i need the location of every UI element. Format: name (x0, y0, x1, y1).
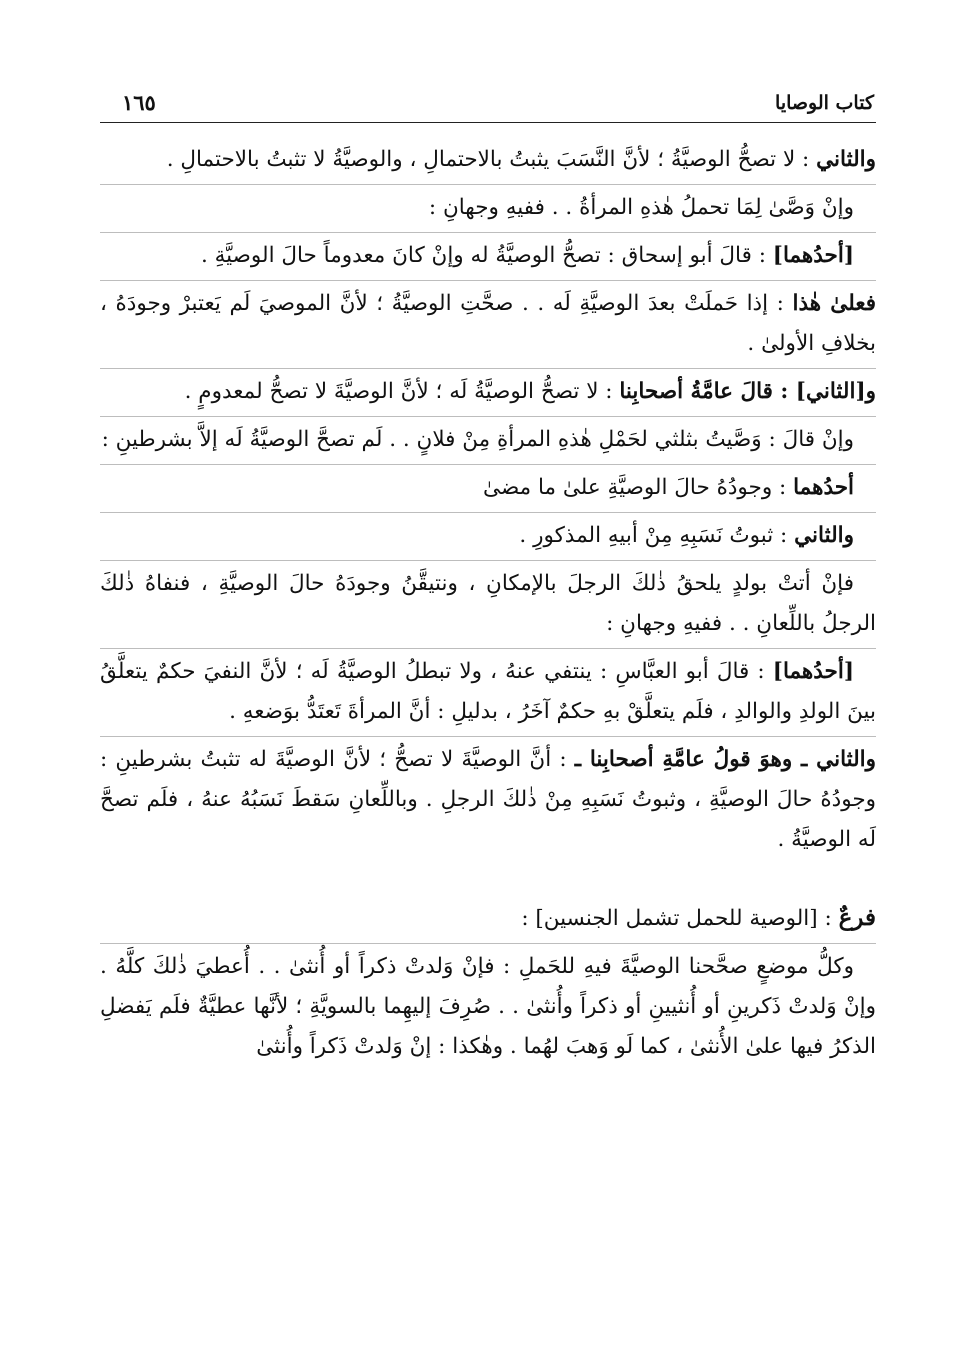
paragraph (100, 648, 876, 732)
page-body (100, 140, 876, 1071)
branch-heading (100, 898, 876, 939)
paragraph-lead: [أحدُهما] (772, 659, 854, 684)
paragraph-text: : لا تصحُّ الوصيَّةُ ؛ لأنَّ النَّسَبَ يثبتُ بالاحتمالِ ، والوصيَّةُ لا تثبتُ بالاحتمالِ . (166, 147, 817, 172)
paragraph-lead: والثاني (816, 147, 876, 172)
paragraph-text: : وجودُهُ حالَ الوصيَّةِ علىٰ ما مضىٰ (483, 475, 794, 500)
paragraph (100, 184, 876, 228)
running-title: كتاب الوصايا (775, 92, 874, 114)
paragraph (100, 280, 876, 364)
branch-label: فرعٌ (838, 904, 876, 931)
paragraph-text: وإنْ قالَ : وَصَّيتُ بثلثي لحَمْلِ هٰذهِ المرأةِ مِنْ فلانٍ . . لَم تصحَّ الوصيَّةُ لَه إلاَّ بشرطينِ : (101, 427, 854, 452)
paragraph-text: : إذا حَملَتْ بعدَ الوصيَّةِ لَه . . صحَّتِ الوصيَّةُ ؛ لأنَّ الموصيَ لَم يَعتبرْ وجودَهُ ، بخلافِ الأولىٰ . (100, 291, 876, 356)
paragraph-text: : أنَّ الوصيَّةَ لا تصحُّ ؛ لأنَّ الوصيَّةَ له تثبتُ بشرطينِ : وجودُهُ حالَ الوصيَّةِ ، وثبوتُ نَسَبِهِ مِنْ ذٰلكَ الرجلِ . وباللِّعانِ سَقطَ نَسَبُهُ عنهُ ، فلَم تصحَّ لَه الوصيَّةُ . (100, 747, 876, 852)
section-gap (100, 864, 876, 898)
paragraph (100, 464, 876, 508)
paragraph-text: وكلُّ موضعٍ صحَّحنا الوصيَّةَ فيهِ للحَملِ : فإنْ وَلدتْ ذكراً أو أُنثىٰ . . أُعطيَ ذٰلكَ كلَّهُ . وإنْ وَلدتْ ذَكرينِ أو أُنثيينِ أو ذكراً وأُنثىٰ . . صُرِفَ إليهِما بالسويَّةِ ؛ لأنَّها عطيَّةٌ فلَم يَفضلِ الذكرُ فيها علىٰ الأُنثىٰ ، كما لَو وَهبَ لهُما . وهٰكذا : إنْ وَلدتْ ذَكراً وأُنثىٰ (100, 954, 876, 1059)
paragraph (100, 512, 876, 556)
paragraph-text: : قالَ أبو العبَّاسِ : ينتفي عنهُ ، ولا تبطلُ الوصيَّةُ لَه ؛ لأنَّ النفيَ حكمٌ يتعلَّقُ بينَ الولدِ والوالدِ ، فلَم يتعلَّقْ بهِ حكمٌ آخَرُ ، بدليلِ : أنَّ المرأةَ تَعتَدُّ بوَضعهِ . (100, 659, 876, 724)
paragraph (100, 416, 876, 460)
paragraph (100, 943, 876, 1067)
paragraph-text: فإنْ أتتْ بولدٍ يلحقُ ذٰلكَ الرجلَ بالإمكانِ ، ونتيقَّنُ وجودَهُ حالَ الوصيَّةِ ، فنفاهُ ذٰلكَ الرجلُ باللِّعانِ . . ففيهِ وجهانِ : (100, 571, 876, 636)
paragraph-text: : ثبوتُ نَسَبِهِ مِنْ أبيهِ المذكورِ . (519, 523, 795, 548)
paragraph (100, 368, 876, 412)
paragraph (100, 736, 876, 860)
paragraph (100, 232, 876, 276)
paragraph-text: وإنْ وَصَّىٰ لِمَا تحملُ هٰذهِ المرأةُ . . ففيهِ وجهانِ : (428, 195, 854, 220)
paragraph-text: : لا تصحُّ الوصيَّةُ لَه ؛ لأنَّ الوصيَّةَ لا تصحُّ لمعدومٍ . (184, 379, 620, 404)
page-header (100, 88, 876, 123)
paragraph-lead: والثاني (794, 523, 854, 548)
paragraph (100, 140, 876, 180)
paragraph-lead: فعلىٰ هٰذا (792, 291, 876, 316)
paragraph-lead: والثاني ـ وهوَ قولُ عامَّةِ أصحابِنا ـ (574, 747, 877, 772)
paragraph (100, 560, 876, 644)
paragraph-lead: و[الثاني] : قالَ عامَّةُ أصحابِنا (619, 379, 876, 404)
paragraph-lead: [أحدُهما] (772, 243, 854, 268)
paragraph-text: : قالَ أبو إسحاق : تصحُّ الوصيَّةُ له وإنْ كانَ معدوماً حالَ الوصيَّةِ . (200, 243, 773, 268)
paragraph-lead: أحدُهما (793, 475, 854, 500)
branch-title: : [الوصية للحمل تشمل الجنسين] : (521, 906, 839, 931)
page-number: ١٦٥ (122, 90, 156, 115)
